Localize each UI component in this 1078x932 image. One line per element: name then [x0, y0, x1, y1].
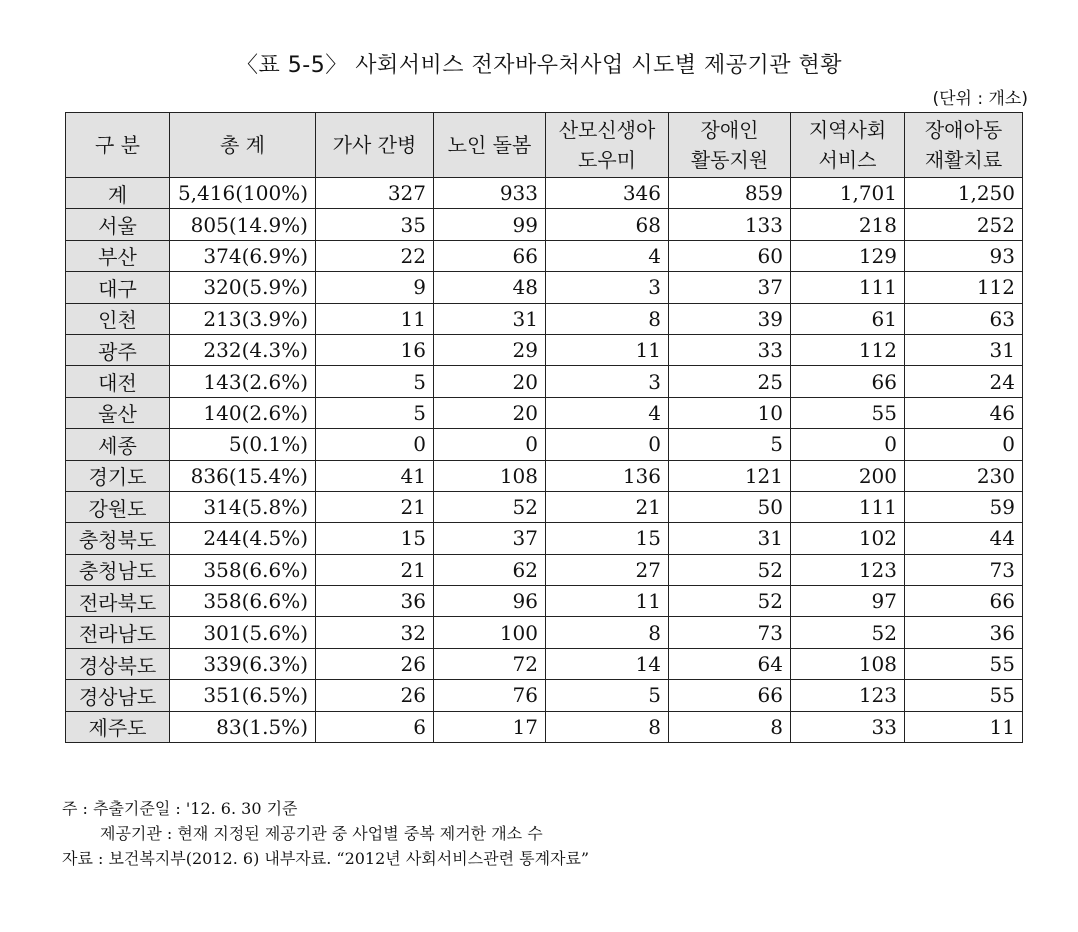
value-cell: 39 [669, 303, 791, 334]
value-cell: 20 [434, 366, 546, 397]
value-cell: 31 [905, 334, 1023, 365]
value-cell: 31 [669, 523, 791, 554]
value-cell: 5 [316, 397, 434, 428]
value-cell: 111 [791, 272, 905, 303]
value-cell: 112 [905, 272, 1023, 303]
value-cell: 301(5.6%) [170, 617, 316, 648]
value-cell: 11 [546, 334, 669, 365]
value-cell: 33 [669, 334, 791, 365]
value-cell: 27 [546, 554, 669, 585]
value-cell: 52 [669, 586, 791, 617]
value-cell: 37 [669, 272, 791, 303]
value-cell: 21 [316, 554, 434, 585]
value-cell: 35 [316, 209, 434, 240]
value-cell: 327 [316, 178, 434, 209]
value-cell: 6 [316, 711, 434, 742]
column-header [66, 113, 170, 178]
value-cell: 218 [791, 209, 905, 240]
value-cell: 108 [791, 648, 905, 679]
value-cell: 123 [791, 680, 905, 711]
value-cell: 136 [546, 460, 669, 491]
column-header [170, 113, 316, 178]
value-cell: 15 [316, 523, 434, 554]
value-cell: 62 [434, 554, 546, 585]
value-cell: 100 [434, 617, 546, 648]
value-cell: 346 [546, 178, 669, 209]
value-cell: 859 [669, 178, 791, 209]
header-row [66, 113, 1023, 178]
region-cell: 광주 [66, 334, 170, 365]
value-cell: 15 [546, 523, 669, 554]
region-cell: 부산 [66, 240, 170, 271]
value-cell: 232(4.3%) [170, 334, 316, 365]
value-cell: 5 [546, 680, 669, 711]
table-row [66, 272, 1023, 303]
region-cell: 대전 [66, 366, 170, 397]
value-cell: 133 [669, 209, 791, 240]
value-cell: 112 [791, 334, 905, 365]
table-row [66, 680, 1023, 711]
value-cell: 314(5.8%) [170, 491, 316, 522]
value-cell: 73 [905, 554, 1023, 585]
value-cell: 37 [434, 523, 546, 554]
value-cell: 339(6.3%) [170, 648, 316, 679]
footnotes [62, 796, 589, 871]
region-cell: 인천 [66, 303, 170, 334]
region-cell: 계 [66, 178, 170, 209]
value-cell: 52 [434, 491, 546, 522]
value-cell: 68 [546, 209, 669, 240]
value-cell: 60 [669, 240, 791, 271]
table-row [66, 711, 1023, 742]
value-cell: 102 [791, 523, 905, 554]
value-cell: 83(1.5%) [170, 711, 316, 742]
table-row [66, 366, 1023, 397]
column-header [791, 113, 905, 178]
note-base-date: 주 : 추출기준일 : '12. 6. 30 기준 [62, 799, 298, 818]
data-table [65, 112, 1023, 743]
column-header-line: 산모신생아 [558, 118, 656, 142]
value-cell: 8 [546, 303, 669, 334]
value-cell: 213(3.9%) [170, 303, 316, 334]
value-cell: 10 [669, 397, 791, 428]
value-cell: 3 [546, 272, 669, 303]
value-cell: 129 [791, 240, 905, 271]
column-header [316, 113, 434, 178]
value-cell: 14 [546, 648, 669, 679]
value-cell: 805(14.9%) [170, 209, 316, 240]
value-cell: 0 [546, 429, 669, 460]
table-row [66, 429, 1023, 460]
value-cell: 5 [316, 366, 434, 397]
value-cell: 48 [434, 272, 546, 303]
column-header-line: 노인 돌봄 [447, 133, 532, 157]
value-cell: 26 [316, 680, 434, 711]
value-cell: 22 [316, 240, 434, 271]
column-header-line: 장애인 [700, 118, 759, 142]
value-cell: 59 [905, 491, 1023, 522]
value-cell: 140(2.6%) [170, 397, 316, 428]
value-cell: 230 [905, 460, 1023, 491]
value-cell: 26 [316, 648, 434, 679]
column-header [669, 113, 791, 178]
column-header-line: 도우미 [578, 148, 636, 172]
region-cell: 경상북도 [66, 648, 170, 679]
table-row [66, 586, 1023, 617]
column-header-line: 재활치료 [924, 148, 1003, 172]
value-cell: 143(2.6%) [170, 366, 316, 397]
value-cell: 351(6.5%) [170, 680, 316, 711]
region-cell: 대구 [66, 272, 170, 303]
value-cell: 50 [669, 491, 791, 522]
table-body [66, 178, 1023, 743]
value-cell: 63 [905, 303, 1023, 334]
column-header [905, 113, 1023, 178]
value-cell: 123 [791, 554, 905, 585]
value-cell: 31 [434, 303, 546, 334]
value-cell: 358(6.6%) [170, 554, 316, 585]
column-header-line: 구 분 [95, 133, 140, 157]
value-cell: 0 [905, 429, 1023, 460]
table-title: 〈표 5-5〉 사회서비스 전자바우처사업 시도별 제공기관 현황 [236, 53, 842, 78]
value-cell: 11 [905, 711, 1023, 742]
value-cell: 66 [669, 680, 791, 711]
value-cell: 44 [905, 523, 1023, 554]
value-cell: 244(4.5%) [170, 523, 316, 554]
value-cell: 36 [316, 586, 434, 617]
value-cell: 8 [669, 711, 791, 742]
value-cell: 11 [316, 303, 434, 334]
value-cell: 33 [791, 711, 905, 742]
column-header [546, 113, 669, 178]
value-cell: 52 [791, 617, 905, 648]
value-cell: 8 [546, 711, 669, 742]
column-header-line: 총 계 [220, 133, 265, 157]
value-cell: 25 [669, 366, 791, 397]
region-cell: 서울 [66, 209, 170, 240]
table-row [66, 523, 1023, 554]
value-cell: 11 [546, 586, 669, 617]
value-cell: 0 [434, 429, 546, 460]
value-cell: 320(5.9%) [170, 272, 316, 303]
note-provider-definition: 제공기관 : 현재 지정된 제공기관 중 사업별 중복 제거한 개소 수 [100, 824, 543, 843]
region-cell: 울산 [66, 397, 170, 428]
value-cell: 21 [546, 491, 669, 522]
value-cell: 5,416(100%) [170, 178, 316, 209]
region-cell: 세종 [66, 429, 170, 460]
value-cell: 358(6.6%) [170, 586, 316, 617]
value-cell: 73 [669, 617, 791, 648]
table-row [66, 178, 1023, 209]
column-header-line: 장애아동 [924, 118, 1003, 142]
value-cell: 17 [434, 711, 546, 742]
value-cell: 61 [791, 303, 905, 334]
table-row [66, 303, 1023, 334]
note-source: 자료 : 보건복지부(2012. 6) 내부자료. “2012년 사회서비스관련 통계자료” [62, 849, 590, 868]
value-cell: 32 [316, 617, 434, 648]
value-cell: 3 [546, 366, 669, 397]
value-cell: 4 [546, 240, 669, 271]
table-row [66, 397, 1023, 428]
region-cell: 충청남도 [66, 554, 170, 585]
value-cell: 0 [791, 429, 905, 460]
value-cell: 933 [434, 178, 546, 209]
value-cell: 72 [434, 648, 546, 679]
region-cell: 경상남도 [66, 680, 170, 711]
table-row [66, 460, 1023, 491]
table-row [66, 240, 1023, 271]
table-row [66, 334, 1023, 365]
value-cell: 76 [434, 680, 546, 711]
value-cell: 55 [905, 680, 1023, 711]
value-cell: 5 [669, 429, 791, 460]
column-header-line: 지역사회 [808, 118, 887, 142]
value-cell: 9 [316, 272, 434, 303]
value-cell: 66 [434, 240, 546, 271]
value-cell: 8 [546, 617, 669, 648]
value-cell: 29 [434, 334, 546, 365]
region-cell: 제주도 [66, 711, 170, 742]
table-row [66, 648, 1023, 679]
table-row [66, 554, 1023, 585]
table-row [66, 617, 1023, 648]
region-cell: 충청북도 [66, 523, 170, 554]
table-row [66, 209, 1023, 240]
value-cell: 20 [434, 397, 546, 428]
region-cell: 강원도 [66, 491, 170, 522]
value-cell: 1,250 [905, 178, 1023, 209]
value-cell: 64 [669, 648, 791, 679]
value-cell: 66 [905, 586, 1023, 617]
value-cell: 96 [434, 586, 546, 617]
value-cell: 108 [434, 460, 546, 491]
value-cell: 121 [669, 460, 791, 491]
region-cell: 경기도 [66, 460, 170, 491]
value-cell: 55 [791, 397, 905, 428]
value-cell: 99 [434, 209, 546, 240]
value-cell: 111 [791, 491, 905, 522]
value-cell: 52 [669, 554, 791, 585]
value-cell: 55 [905, 648, 1023, 679]
value-cell: 5(0.1%) [170, 429, 316, 460]
value-cell: 252 [905, 209, 1023, 240]
column-header-line: 활동지원 [690, 148, 769, 172]
column-header-line: 서비스 [818, 148, 877, 172]
value-cell: 46 [905, 397, 1023, 428]
value-cell: 1,701 [791, 178, 905, 209]
value-cell: 16 [316, 334, 434, 365]
value-cell: 36 [905, 617, 1023, 648]
value-cell: 836(15.4%) [170, 460, 316, 491]
value-cell: 97 [791, 586, 905, 617]
value-cell: 0 [316, 429, 434, 460]
region-cell: 전라북도 [66, 586, 170, 617]
value-cell: 21 [316, 491, 434, 522]
table-row [66, 491, 1023, 522]
value-cell: 374(6.9%) [170, 240, 316, 271]
value-cell: 41 [316, 460, 434, 491]
region-cell: 전라남도 [66, 617, 170, 648]
column-header [434, 113, 546, 178]
value-cell: 66 [791, 366, 905, 397]
value-cell: 93 [905, 240, 1023, 271]
unit-label: (단위 : 개소) [932, 89, 1028, 109]
column-header-line: 가사 간병 [332, 133, 417, 157]
value-cell: 4 [546, 397, 669, 428]
value-cell: 24 [905, 366, 1023, 397]
value-cell: 200 [791, 460, 905, 491]
